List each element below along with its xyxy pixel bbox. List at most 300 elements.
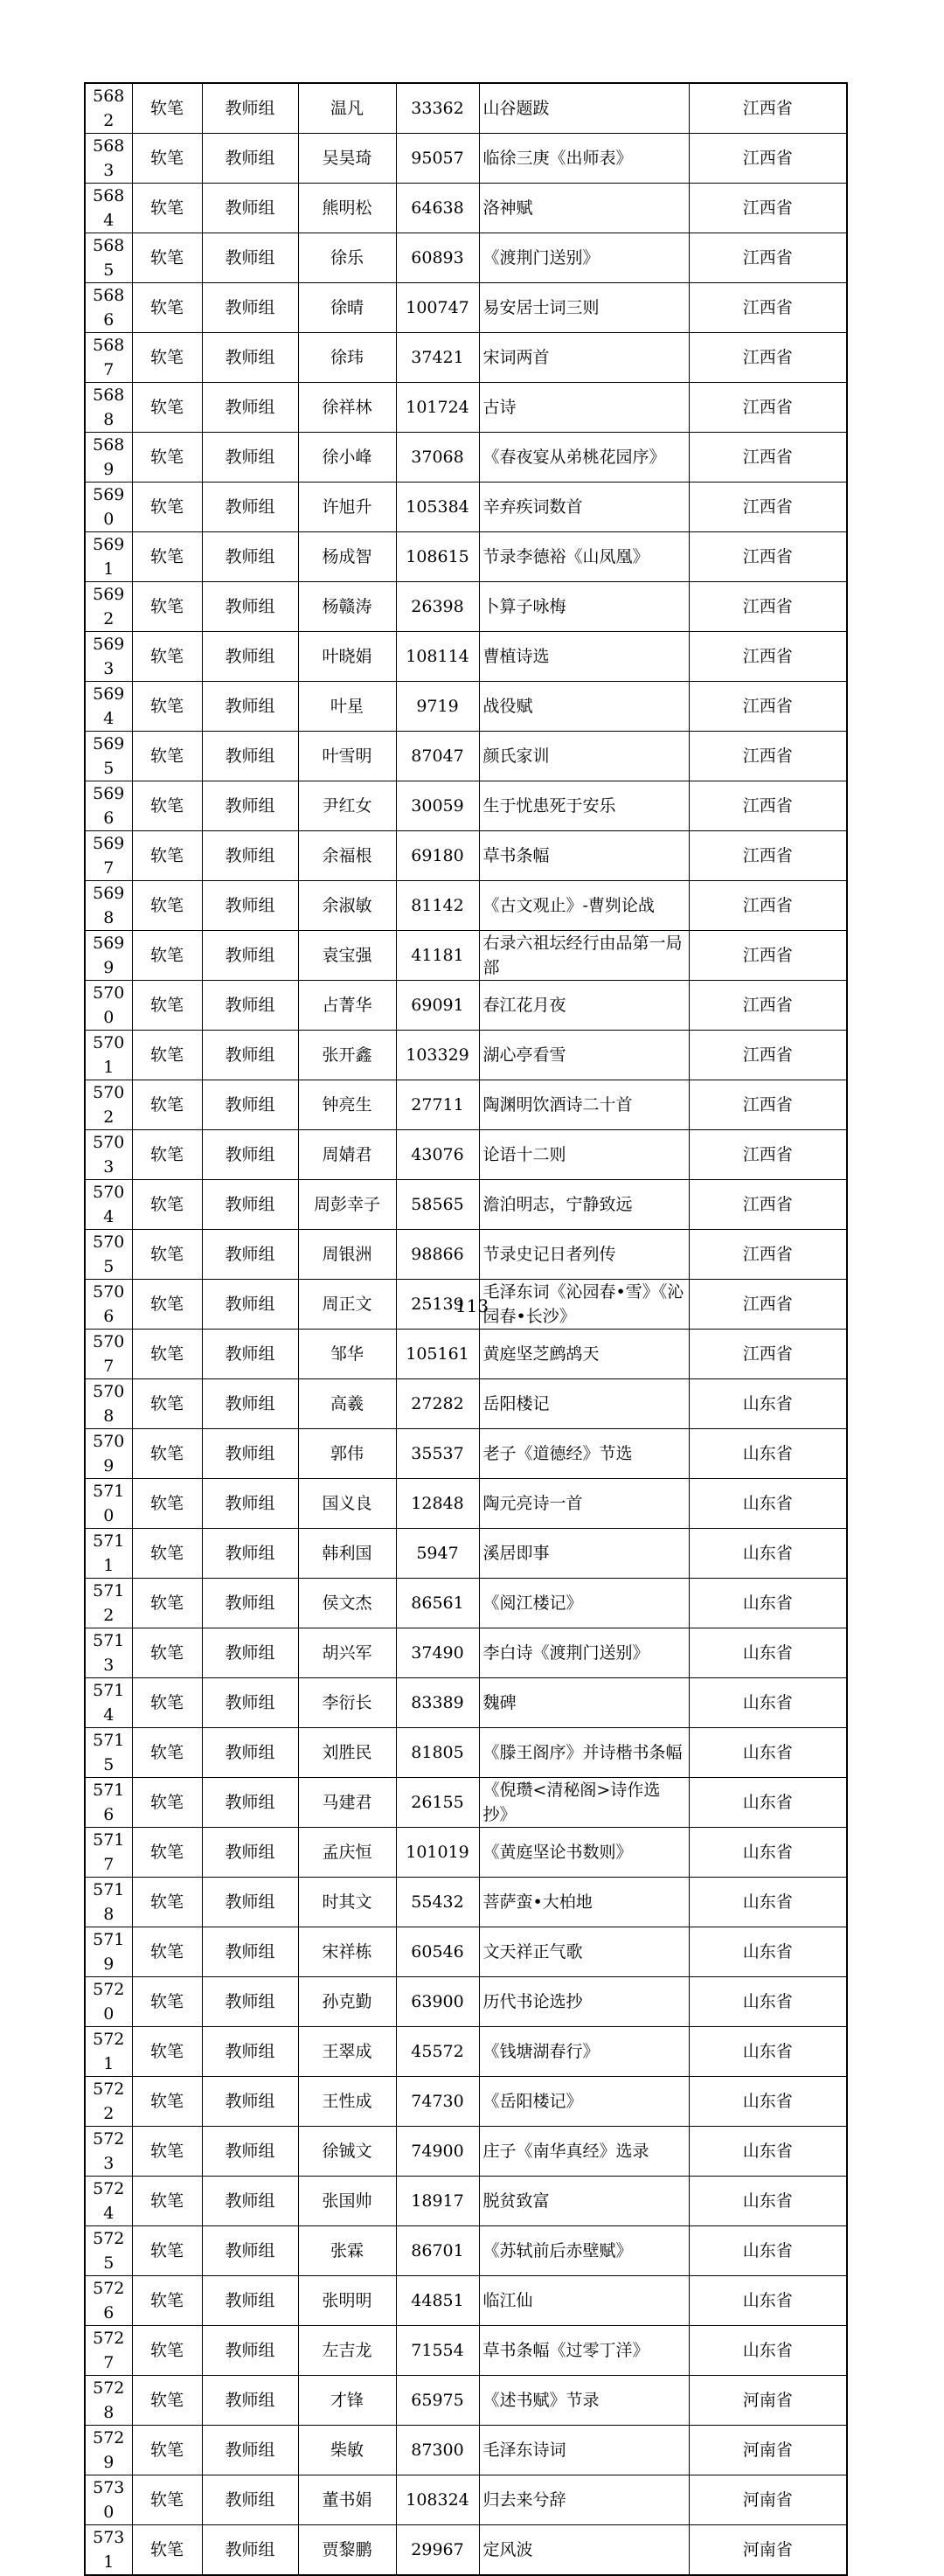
cell-name: 许旭升 — [298, 483, 396, 532]
cell-work: 易安居士词三则 — [479, 283, 689, 333]
cell-work: 临徐三庚《出师表》 — [479, 134, 689, 184]
cell-sequence: 5722 — [85, 2077, 132, 2127]
cell-category: 软笔 — [132, 2276, 202, 2326]
cell-code: 26398 — [396, 582, 479, 632]
cell-sequence: 5715 — [85, 1728, 132, 1778]
table-row — [85, 1330, 847, 1379]
cell-province: 山东省 — [689, 1828, 847, 1878]
cell-sequence: 5692 — [85, 582, 132, 632]
table-row — [85, 2226, 847, 2276]
table-row — [85, 1180, 847, 1230]
cell-name: 周正文 — [298, 1280, 396, 1330]
table-row — [85, 2426, 847, 2475]
table-row — [85, 582, 847, 632]
cell-code: 65975 — [396, 2376, 479, 2426]
cell-sequence: 5702 — [85, 1080, 132, 1130]
cell-work: 春江花月夜 — [479, 981, 689, 1031]
cell-code: 33362 — [396, 83, 479, 134]
cell-code: 86561 — [396, 1579, 479, 1628]
cell-category: 软笔 — [132, 632, 202, 682]
cell-group: 教师组 — [202, 2525, 298, 2576]
cell-work: 岳阳楼记 — [479, 1379, 689, 1429]
cell-sequence: 5729 — [85, 2426, 132, 2475]
cell-group: 教师组 — [202, 383, 298, 433]
cell-province: 河南省 — [689, 2525, 847, 2576]
cell-work: 《述书赋》节录 — [479, 2376, 689, 2426]
table-row — [85, 1429, 847, 1479]
cell-province: 山东省 — [689, 1927, 847, 1977]
cell-sequence: 5683 — [85, 134, 132, 184]
cell-sequence: 5731 — [85, 2525, 132, 2576]
cell-group: 教师组 — [202, 582, 298, 632]
cell-category: 软笔 — [132, 831, 202, 881]
cell-name: 马建君 — [298, 1778, 396, 1828]
cell-group: 教师组 — [202, 83, 298, 134]
table-row — [85, 1080, 847, 1130]
cell-group: 教师组 — [202, 532, 298, 582]
cell-group: 教师组 — [202, 1180, 298, 1230]
cell-name: 徐祥林 — [298, 383, 396, 433]
cell-name: 王性成 — [298, 2077, 396, 2127]
cell-category: 软笔 — [132, 2027, 202, 2077]
table-row — [85, 2177, 847, 2226]
cell-sequence: 5703 — [85, 1130, 132, 1180]
cell-work: 《钱塘湖春行》 — [479, 2027, 689, 2077]
cell-group: 教师组 — [202, 2127, 298, 2177]
cell-category: 软笔 — [132, 1429, 202, 1479]
cell-work: 节录史记日者列传 — [479, 1230, 689, 1280]
table-row — [85, 831, 847, 881]
cell-province: 山东省 — [689, 1579, 847, 1628]
table-row — [85, 283, 847, 333]
cell-group: 教师组 — [202, 981, 298, 1031]
cell-sequence: 5728 — [85, 2376, 132, 2426]
table-row — [85, 433, 847, 483]
table-row — [85, 1628, 847, 1678]
cell-province: 江西省 — [689, 283, 847, 333]
cell-province: 江西省 — [689, 333, 847, 383]
cell-category: 软笔 — [132, 1080, 202, 1130]
table-row — [85, 333, 847, 383]
cell-province: 山东省 — [689, 1678, 847, 1728]
table-row — [85, 2376, 847, 2426]
cell-province: 江西省 — [689, 931, 847, 981]
cell-category: 软笔 — [132, 2525, 202, 2576]
cell-name: 占菁华 — [298, 981, 396, 1031]
cell-sequence: 5696 — [85, 781, 132, 831]
cell-work: 右录六祖坛经行由品第一局部 — [479, 931, 689, 981]
cell-code: 101724 — [396, 383, 479, 433]
cell-code: 25139 — [396, 1280, 479, 1330]
cell-code: 12848 — [396, 1479, 479, 1529]
cell-sequence: 5711 — [85, 1529, 132, 1579]
cell-sequence: 5682 — [85, 83, 132, 134]
cell-province: 山东省 — [689, 2177, 847, 2226]
cell-sequence: 5719 — [85, 1927, 132, 1977]
cell-code: 27282 — [396, 1379, 479, 1429]
cell-province: 江西省 — [689, 1230, 847, 1280]
cell-province: 山东省 — [689, 1728, 847, 1778]
cell-work: 洛神赋 — [479, 184, 689, 233]
table-row — [85, 1479, 847, 1529]
table-row — [85, 134, 847, 184]
cell-category: 软笔 — [132, 981, 202, 1031]
table-row — [85, 1927, 847, 1977]
table-row — [85, 1230, 847, 1280]
cell-category: 软笔 — [132, 2077, 202, 2127]
cell-code: 71554 — [396, 2326, 479, 2376]
cell-name: 才锋 — [298, 2376, 396, 2426]
cell-category: 软笔 — [132, 433, 202, 483]
cell-group: 教师组 — [202, 1130, 298, 1180]
cell-category: 软笔 — [132, 532, 202, 582]
cell-category: 软笔 — [132, 2177, 202, 2226]
cell-group: 教师组 — [202, 2027, 298, 2077]
cell-province: 山东省 — [689, 1479, 847, 1529]
cell-sequence: 5730 — [85, 2475, 132, 2525]
cell-sequence: 5706 — [85, 1280, 132, 1330]
table-row — [85, 781, 847, 831]
cell-work: 节录李德裕《山凤凰》 — [479, 532, 689, 582]
cell-group: 教师组 — [202, 1031, 298, 1080]
cell-sequence: 5726 — [85, 2276, 132, 2326]
cell-category: 软笔 — [132, 931, 202, 981]
cell-code: 43076 — [396, 1130, 479, 1180]
cell-code: 69180 — [396, 831, 479, 881]
table-row — [85, 2525, 847, 2576]
cell-province: 江西省 — [689, 532, 847, 582]
table-row — [85, 1379, 847, 1429]
cell-name: 张明明 — [298, 2276, 396, 2326]
cell-code: 81142 — [396, 881, 479, 931]
table-row — [85, 1828, 847, 1878]
cell-province: 山东省 — [689, 1878, 847, 1927]
table-row — [85, 1529, 847, 1579]
cell-group: 教师组 — [202, 732, 298, 781]
cell-group: 教师组 — [202, 1230, 298, 1280]
cell-group: 教师组 — [202, 1080, 298, 1130]
cell-work: 生于忧患死于安乐 — [479, 781, 689, 831]
cell-code: 60546 — [396, 1927, 479, 1977]
cell-sequence: 5698 — [85, 881, 132, 931]
cell-province: 河南省 — [689, 2426, 847, 2475]
table-row — [85, 1878, 847, 1927]
cell-category: 软笔 — [132, 732, 202, 781]
cell-sequence: 5690 — [85, 483, 132, 532]
cell-category: 软笔 — [132, 1878, 202, 1927]
cell-work: 湖心亭看雪 — [479, 1031, 689, 1080]
cell-province: 江西省 — [689, 184, 847, 233]
table-row — [85, 83, 847, 134]
table-row — [85, 2326, 847, 2376]
cell-province: 江西省 — [689, 632, 847, 682]
cell-sequence: 5713 — [85, 1628, 132, 1678]
cell-province: 江西省 — [689, 1031, 847, 1080]
cell-work: 陶渊明饮酒诗二十首 — [479, 1080, 689, 1130]
cell-code: 9719 — [396, 682, 479, 732]
cell-sequence: 5716 — [85, 1778, 132, 1828]
cell-province: 山东省 — [689, 2077, 847, 2127]
cell-group: 教师组 — [202, 682, 298, 732]
cell-group: 教师组 — [202, 1927, 298, 1977]
cell-province: 江西省 — [689, 1130, 847, 1180]
cell-sequence: 5686 — [85, 283, 132, 333]
cell-category: 软笔 — [132, 2376, 202, 2426]
cell-province: 山东省 — [689, 1977, 847, 2027]
cell-work: 战役赋 — [479, 682, 689, 732]
cell-group: 教师组 — [202, 2226, 298, 2276]
cell-work: 毛泽东词《沁园春•雪》《沁园春•长沙》 — [479, 1280, 689, 1330]
cell-province: 山东省 — [689, 2226, 847, 2276]
cell-group: 教师组 — [202, 2077, 298, 2127]
cell-category: 软笔 — [132, 781, 202, 831]
cell-group: 教师组 — [202, 1728, 298, 1778]
cell-name: 熊明松 — [298, 184, 396, 233]
cell-name: 时其文 — [298, 1878, 396, 1927]
cell-name: 周婧君 — [298, 1130, 396, 1180]
cell-name: 王翠成 — [298, 2027, 396, 2077]
table-row — [85, 483, 847, 532]
cell-category: 软笔 — [132, 1579, 202, 1628]
cell-sequence: 5723 — [85, 2127, 132, 2177]
cell-code: 105161 — [396, 1330, 479, 1379]
cell-work: 老子《道德经》节选 — [479, 1429, 689, 1479]
cell-sequence: 5689 — [85, 433, 132, 483]
cell-work: 宋词两首 — [479, 333, 689, 383]
cell-group: 教师组 — [202, 1828, 298, 1878]
cell-group: 教师组 — [202, 831, 298, 881]
cell-code: 63900 — [396, 1977, 479, 2027]
cell-province: 江西省 — [689, 781, 847, 831]
cell-group: 教师组 — [202, 1330, 298, 1379]
table-row — [85, 2027, 847, 2077]
table-row — [85, 1031, 847, 1080]
cell-code: 81805 — [396, 1728, 479, 1778]
cell-name: 温凡 — [298, 83, 396, 134]
cell-work: 《阅江楼记》 — [479, 1579, 689, 1628]
cell-code: 18917 — [396, 2177, 479, 2226]
table-row — [85, 2077, 847, 2127]
cell-name: 张国帅 — [298, 2177, 396, 2226]
cell-work: 《渡荆门送别》 — [479, 233, 689, 283]
cell-work: 黄庭坚芝鹧鸪天 — [479, 1330, 689, 1379]
cell-group: 教师组 — [202, 1878, 298, 1927]
cell-work: 曹植诗选 — [479, 632, 689, 682]
cell-group: 教师组 — [202, 1529, 298, 1579]
cell-group: 教师组 — [202, 1479, 298, 1529]
cell-group: 教师组 — [202, 931, 298, 981]
cell-sequence: 5710 — [85, 1479, 132, 1529]
table-row — [85, 383, 847, 433]
cell-work: 辛弃疾词数首 — [479, 483, 689, 532]
cell-code: 69091 — [396, 981, 479, 1031]
cell-code: 64638 — [396, 184, 479, 233]
cell-name: 宋祥栋 — [298, 1927, 396, 1977]
cell-work: 归去来兮辞 — [479, 2475, 689, 2525]
cell-sequence: 5697 — [85, 831, 132, 881]
cell-sequence: 5724 — [85, 2177, 132, 2226]
cell-name: 李衍长 — [298, 1678, 396, 1728]
table-row — [85, 2475, 847, 2525]
cell-group: 教师组 — [202, 632, 298, 682]
cell-code: 95057 — [396, 134, 479, 184]
cell-name: 尹红女 — [298, 781, 396, 831]
cell-name: 袁宝强 — [298, 931, 396, 981]
cell-work: 李白诗《渡荆门送别》 — [479, 1628, 689, 1678]
cell-sequence: 5700 — [85, 981, 132, 1031]
cell-category: 软笔 — [132, 2127, 202, 2177]
cell-work: 魏碑 — [479, 1678, 689, 1728]
table-row — [85, 732, 847, 781]
cell-category: 软笔 — [132, 1031, 202, 1080]
cell-group: 教师组 — [202, 1977, 298, 2027]
table-row — [85, 881, 847, 931]
cell-name: 张霖 — [298, 2226, 396, 2276]
cell-province: 江西省 — [689, 981, 847, 1031]
cell-sequence: 5684 — [85, 184, 132, 233]
cell-work: 颜氏家训 — [479, 732, 689, 781]
cell-name: 张开鑫 — [298, 1031, 396, 1080]
cell-work: 文天祥正气歌 — [479, 1927, 689, 1977]
cell-work: 《倪瓒<清秘阁>诗作选抄》 — [479, 1778, 689, 1828]
cell-category: 软笔 — [132, 1728, 202, 1778]
cell-work: 陶元亮诗一首 — [479, 1479, 689, 1529]
cell-name: 徐乐 — [298, 233, 396, 283]
cell-category: 软笔 — [132, 682, 202, 732]
cell-province: 山东省 — [689, 2127, 847, 2177]
cell-work: 论语十二则 — [479, 1130, 689, 1180]
cell-work: 《苏轼前后赤壁赋》 — [479, 2226, 689, 2276]
cell-work: 卜算子咏梅 — [479, 582, 689, 632]
cell-work: 山谷题跋 — [479, 83, 689, 134]
cell-category: 软笔 — [132, 2326, 202, 2376]
cell-category: 软笔 — [132, 1280, 202, 1330]
cell-name: 孙克勤 — [298, 1977, 396, 2027]
table-row — [85, 532, 847, 582]
cell-code: 101019 — [396, 1828, 479, 1878]
cell-group: 教师组 — [202, 2326, 298, 2376]
cell-work: 庄子《南华真经》选录 — [479, 2127, 689, 2177]
cell-sequence: 5694 — [85, 682, 132, 732]
cell-sequence: 5714 — [85, 1678, 132, 1728]
cell-work: 《岳阳楼记》 — [479, 2077, 689, 2127]
cell-province: 江西省 — [689, 682, 847, 732]
cell-category: 软笔 — [132, 1927, 202, 1977]
cell-province: 江西省 — [689, 83, 847, 134]
cell-category: 软笔 — [132, 582, 202, 632]
cell-name: 董书娟 — [298, 2475, 396, 2525]
cell-sequence: 5701 — [85, 1031, 132, 1080]
cell-code: 45572 — [396, 2027, 479, 2077]
cell-code: 60893 — [396, 233, 479, 283]
cell-category: 软笔 — [132, 184, 202, 233]
cell-name: 叶雪明 — [298, 732, 396, 781]
table-row — [85, 1778, 847, 1828]
cell-group: 教师组 — [202, 233, 298, 283]
cell-code: 98866 — [396, 1230, 479, 1280]
cell-province: 江西省 — [689, 582, 847, 632]
cell-province: 江西省 — [689, 134, 847, 184]
cell-sequence: 5718 — [85, 1878, 132, 1927]
cell-name: 徐铖文 — [298, 2127, 396, 2177]
cell-sequence: 5709 — [85, 1429, 132, 1479]
cell-sequence: 5695 — [85, 732, 132, 781]
cell-group: 教师组 — [202, 184, 298, 233]
cell-code: 27711 — [396, 1080, 479, 1130]
cell-province: 江西省 — [689, 1080, 847, 1130]
cell-sequence: 5708 — [85, 1379, 132, 1429]
cell-category: 软笔 — [132, 2475, 202, 2525]
cell-sequence: 5721 — [85, 2027, 132, 2077]
cell-group: 教师组 — [202, 2426, 298, 2475]
cell-work: 《春夜宴从弟桃花园序》 — [479, 433, 689, 483]
cell-sequence: 5704 — [85, 1180, 132, 1230]
cell-category: 软笔 — [132, 881, 202, 931]
cell-province: 山东省 — [689, 2276, 847, 2326]
cell-work: 《古文观止》-曹刿论战 — [479, 881, 689, 931]
cell-sequence: 5727 — [85, 2326, 132, 2376]
cell-code: 55432 — [396, 1878, 479, 1927]
cell-group: 教师组 — [202, 483, 298, 532]
cell-work: 脱贫致富 — [479, 2177, 689, 2226]
cell-work: 定风波 — [479, 2525, 689, 2576]
cell-province: 山东省 — [689, 2027, 847, 2077]
cell-group: 教师组 — [202, 1429, 298, 1479]
cell-name: 叶星 — [298, 682, 396, 732]
cell-group: 教师组 — [202, 1678, 298, 1728]
cell-group: 教师组 — [202, 333, 298, 383]
cell-sequence: 5705 — [85, 1230, 132, 1280]
cell-work: 溪居即事 — [479, 1529, 689, 1579]
cell-code: 74900 — [396, 2127, 479, 2177]
cell-category: 软笔 — [132, 1529, 202, 1579]
cell-code: 29967 — [396, 2525, 479, 2576]
table-row — [85, 233, 847, 283]
cell-group: 教师组 — [202, 1579, 298, 1628]
cell-category: 软笔 — [132, 83, 202, 134]
table-row — [85, 1977, 847, 2027]
cell-name: 刘胜民 — [298, 1728, 396, 1778]
cell-group: 教师组 — [202, 2276, 298, 2326]
cell-work: 草书条幅《过零丁洋》 — [479, 2326, 689, 2376]
cell-category: 软笔 — [132, 1828, 202, 1878]
cell-group: 教师组 — [202, 781, 298, 831]
cell-code: 87047 — [396, 732, 479, 781]
cell-name: 韩利国 — [298, 1529, 396, 1579]
cell-work: 临江仙 — [479, 2276, 689, 2326]
cell-code: 108114 — [396, 632, 479, 682]
cell-name: 余淑敏 — [298, 881, 396, 931]
cell-work: 草书条幅 — [479, 831, 689, 881]
cell-name: 国义良 — [298, 1479, 396, 1529]
cell-name: 杨赣涛 — [298, 582, 396, 632]
cell-sequence: 5691 — [85, 532, 132, 582]
cell-work: 《黄庭坚论书数则》 — [479, 1828, 689, 1878]
cell-code: 35537 — [396, 1429, 479, 1479]
cell-code: 103329 — [396, 1031, 479, 1080]
cell-work: 毛泽东诗词 — [479, 2426, 689, 2475]
cell-code: 100747 — [396, 283, 479, 333]
cell-category: 软笔 — [132, 1330, 202, 1379]
cell-code: 37068 — [396, 433, 479, 483]
cell-work: 澹泊明志，宁静致远 — [479, 1180, 689, 1230]
cell-province: 山东省 — [689, 1628, 847, 1678]
table-row — [85, 2276, 847, 2326]
cell-code: 41181 — [396, 931, 479, 981]
cell-province: 江西省 — [689, 1330, 847, 1379]
cell-name: 周银洲 — [298, 1230, 396, 1280]
cell-sequence: 5687 — [85, 333, 132, 383]
